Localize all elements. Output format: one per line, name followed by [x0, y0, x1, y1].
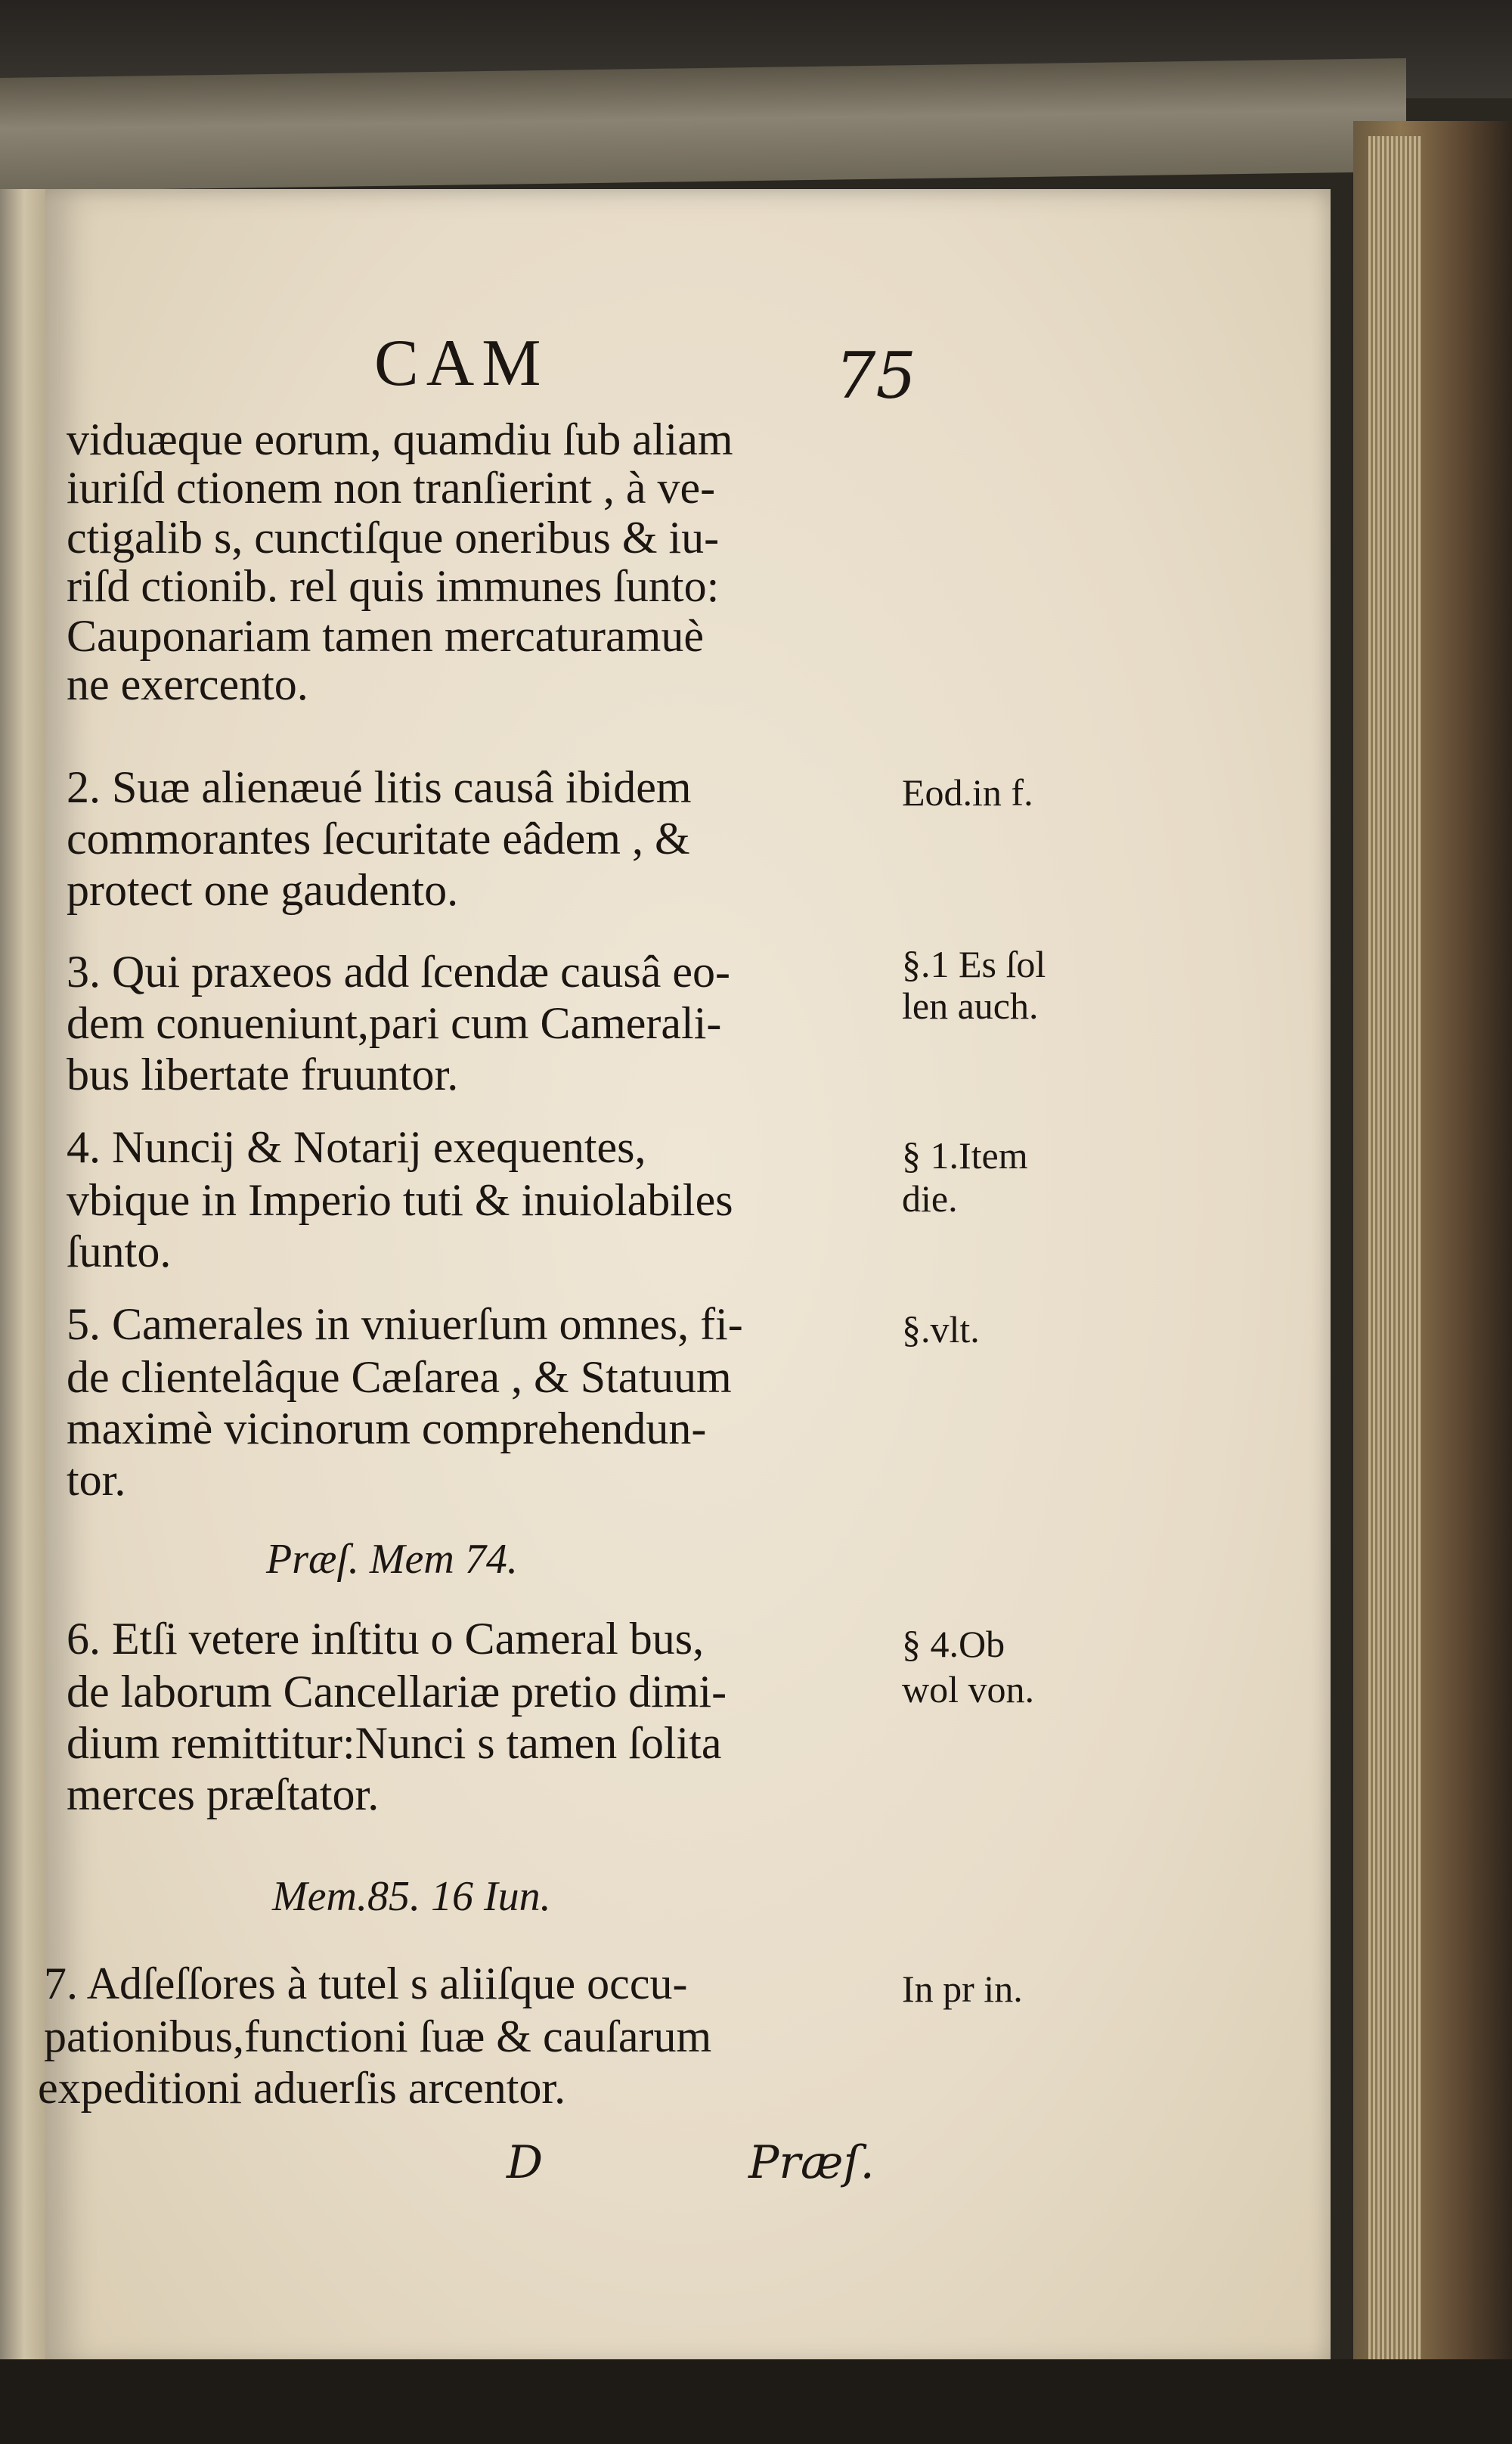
text-line: 7. Adſeſſores à tutel s aliiſque occu-: [44, 1959, 688, 2008]
margin-note: § 1.Item: [902, 1134, 1028, 1177]
subheading: Mem.85. 16 Iun.: [272, 1873, 551, 1920]
text-line: ſunto.: [67, 1227, 172, 1276]
catchword: Præſ.: [748, 2136, 875, 2189]
text-line: pationibus,functioni ſuæ & cauſarum: [44, 2011, 712, 2061]
text-line: viduæque eorum, quamdiu ſub aliam: [67, 414, 733, 464]
text-line: commorantes ſecuritate eâdem , &: [67, 814, 690, 864]
margin-note: wol von.: [902, 1668, 1034, 1710]
text-line: dium remittitur:Nunci s tamen ſolita: [67, 1718, 722, 1768]
text-line: 4. Nuncij & Notarij exequentes,: [67, 1122, 646, 1172]
text-line: Cauponariam tamen mercaturamuè: [67, 611, 704, 661]
background-bottom: [0, 2359, 1512, 2444]
text-line: vbique in Imperio tuti & inuiolabiles: [67, 1175, 733, 1225]
margin-note: §.1 Es ſol: [902, 943, 1046, 985]
text-line: de clientelâque Cæſarea , & Statuum: [67, 1352, 732, 1402]
running-head: CAM: [374, 327, 549, 400]
text-line: 6. Etſi vetere inſtitu o Cameral bus,: [67, 1614, 705, 1664]
subheading: Præſ. Mem 74.: [266, 1536, 518, 1583]
book-top-edge: [0, 58, 1406, 191]
margin-note: §.vlt.: [902, 1308, 980, 1351]
page-edges: [1368, 136, 1421, 2359]
text-line: iuriſd ctionem non tranſierint , à ve-: [67, 463, 716, 513]
text-line: bus libertate fruuntor.: [67, 1050, 459, 1099]
text-line: 2. Suæ alienæué litis causâ ibidem: [67, 762, 692, 812]
text-line: dem conueniunt,pari cum Camerali-: [67, 998, 722, 1048]
text-line: 5. Camerales in vniuerſum omnes, fi-: [67, 1299, 743, 1349]
margin-note: die.: [902, 1177, 958, 1220]
margin-note: Eod.in f.: [902, 771, 1033, 814]
text-line: merces præſtator.: [67, 1769, 380, 1819]
text-line: maximè vicinorum comprehendun-: [67, 1403, 707, 1453]
page-number: 75: [835, 339, 916, 413]
text-line: expeditioni aduerſis arcentor.: [38, 2063, 566, 2113]
text-line: de laborum Cancellariæ pretio dimi-: [67, 1667, 727, 1717]
signature-mark: D: [507, 2136, 544, 2189]
margin-note: § 4.Ob: [902, 1623, 1005, 1665]
text-line: ctigalib s, cunctiſque oneribus & iu-: [67, 513, 720, 563]
text-line: ne exercento.: [67, 659, 308, 709]
text-line: 3. Qui praxeos add ſcendæ causâ eo-: [67, 947, 731, 997]
margin-note: len auch.: [902, 985, 1039, 1027]
text-line: tor.: [67, 1455, 126, 1505]
text-line: riſd ctionib. rel quis immunes ſunto:: [67, 561, 720, 611]
text-line: protect one gaudento.: [67, 865, 459, 915]
margin-note: In pr in.: [902, 1968, 1023, 2010]
